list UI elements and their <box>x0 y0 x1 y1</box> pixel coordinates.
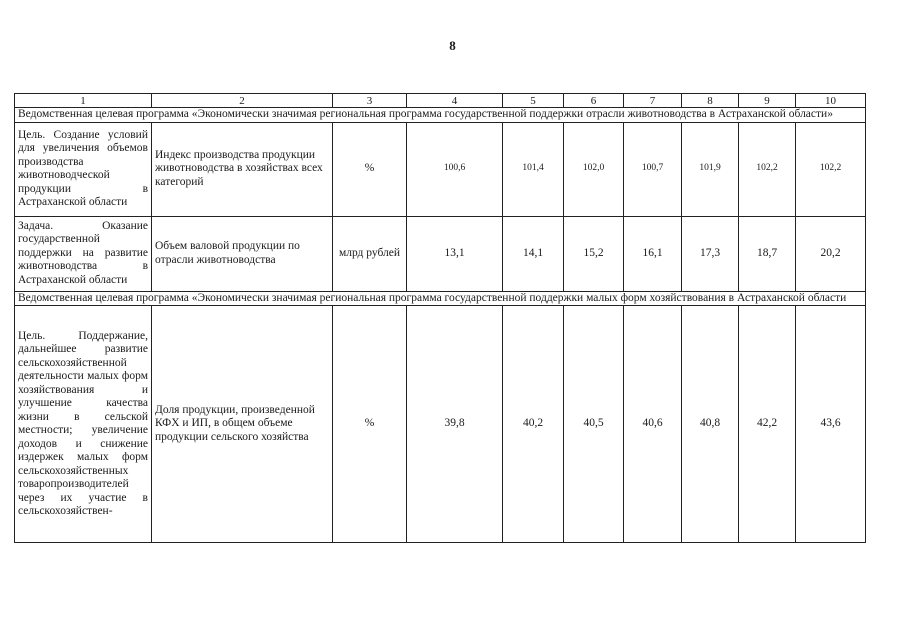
value-cell: 100,6 <box>407 122 503 216</box>
page-number: 8 <box>449 38 456 53</box>
indicator-cell: Доля продукции, произведенной КФХ и ИП, в общем объеме продукции сельского хозяйства <box>152 306 333 543</box>
column-number-row <box>15 94 866 108</box>
value-cell: 39,8 <box>407 306 503 543</box>
unit-cell: % <box>333 122 407 216</box>
value-cell: 101,9 <box>682 122 739 216</box>
program-title-row <box>15 108 866 123</box>
table-row <box>15 306 866 543</box>
indicators-table <box>14 93 866 543</box>
column-header: 9 <box>739 94 796 108</box>
program-title: Ведомственная целевая программа «Экономически значимая региональная программа государственной поддержки малых форм хозяйствования в Астраханской области <box>15 291 866 306</box>
value-cell: 40,6 <box>624 306 682 543</box>
unit-cell: % <box>333 306 407 543</box>
column-header: 1 <box>15 94 152 108</box>
task-cell: Задача. Оказание государственной поддержки на развитие животноводства в Астраханской области <box>15 216 152 291</box>
value-cell: 16,1 <box>624 216 682 291</box>
value-cell: 15,2 <box>564 216 624 291</box>
column-header: 7 <box>624 94 682 108</box>
value-cell: 43,6 <box>796 306 866 543</box>
unit-cell: млрд рублей <box>333 216 407 291</box>
indicator-cell: Индекс производства продукции животноводства в хозяйствах всех категорий <box>152 122 333 216</box>
value-cell: 40,5 <box>564 306 624 543</box>
value-cell: 17,3 <box>682 216 739 291</box>
value-cell: 102,2 <box>739 122 796 216</box>
column-header: 6 <box>564 94 624 108</box>
value-cell: 101,4 <box>503 122 564 216</box>
goal-cell: Цель. Поддержание, дальнейшее развитие сельскохозяйственной деятельности малых форм хозяйствования и улучшение качества жизни в сельской местности; увеличение доходов и снижение издержек малых форм сельскохозяйственных товаропроизводителей через их участие в сельскохозяйствен- <box>15 306 152 543</box>
table-row <box>15 216 866 291</box>
value-cell: 100,7 <box>624 122 682 216</box>
column-header: 10 <box>796 94 866 108</box>
value-cell: 102,0 <box>564 122 624 216</box>
column-header: 5 <box>503 94 564 108</box>
column-header: 8 <box>682 94 739 108</box>
goal-cell: Цель. Создание условий для увеличения объемов производства животноводческой продукции в Астраханской области <box>15 122 152 216</box>
table-row <box>15 122 866 216</box>
column-header: 4 <box>407 94 503 108</box>
value-cell: 13,1 <box>407 216 503 291</box>
program-title-row <box>15 291 866 306</box>
column-header: 3 <box>333 94 407 108</box>
value-cell: 18,7 <box>739 216 796 291</box>
indicator-cell: Объем валовой продукции по отрасли животноводства <box>152 216 333 291</box>
value-cell: 102,2 <box>796 122 866 216</box>
column-header: 2 <box>152 94 333 108</box>
value-cell: 14,1 <box>503 216 564 291</box>
program-title: Ведомственная целевая программа «Экономически значимая региональная программа государственной поддержки отрасли животноводства в Астраханской области» <box>15 108 866 123</box>
value-cell: 40,2 <box>503 306 564 543</box>
value-cell: 40,8 <box>682 306 739 543</box>
value-cell: 42,2 <box>739 306 796 543</box>
value-cell: 20,2 <box>796 216 866 291</box>
